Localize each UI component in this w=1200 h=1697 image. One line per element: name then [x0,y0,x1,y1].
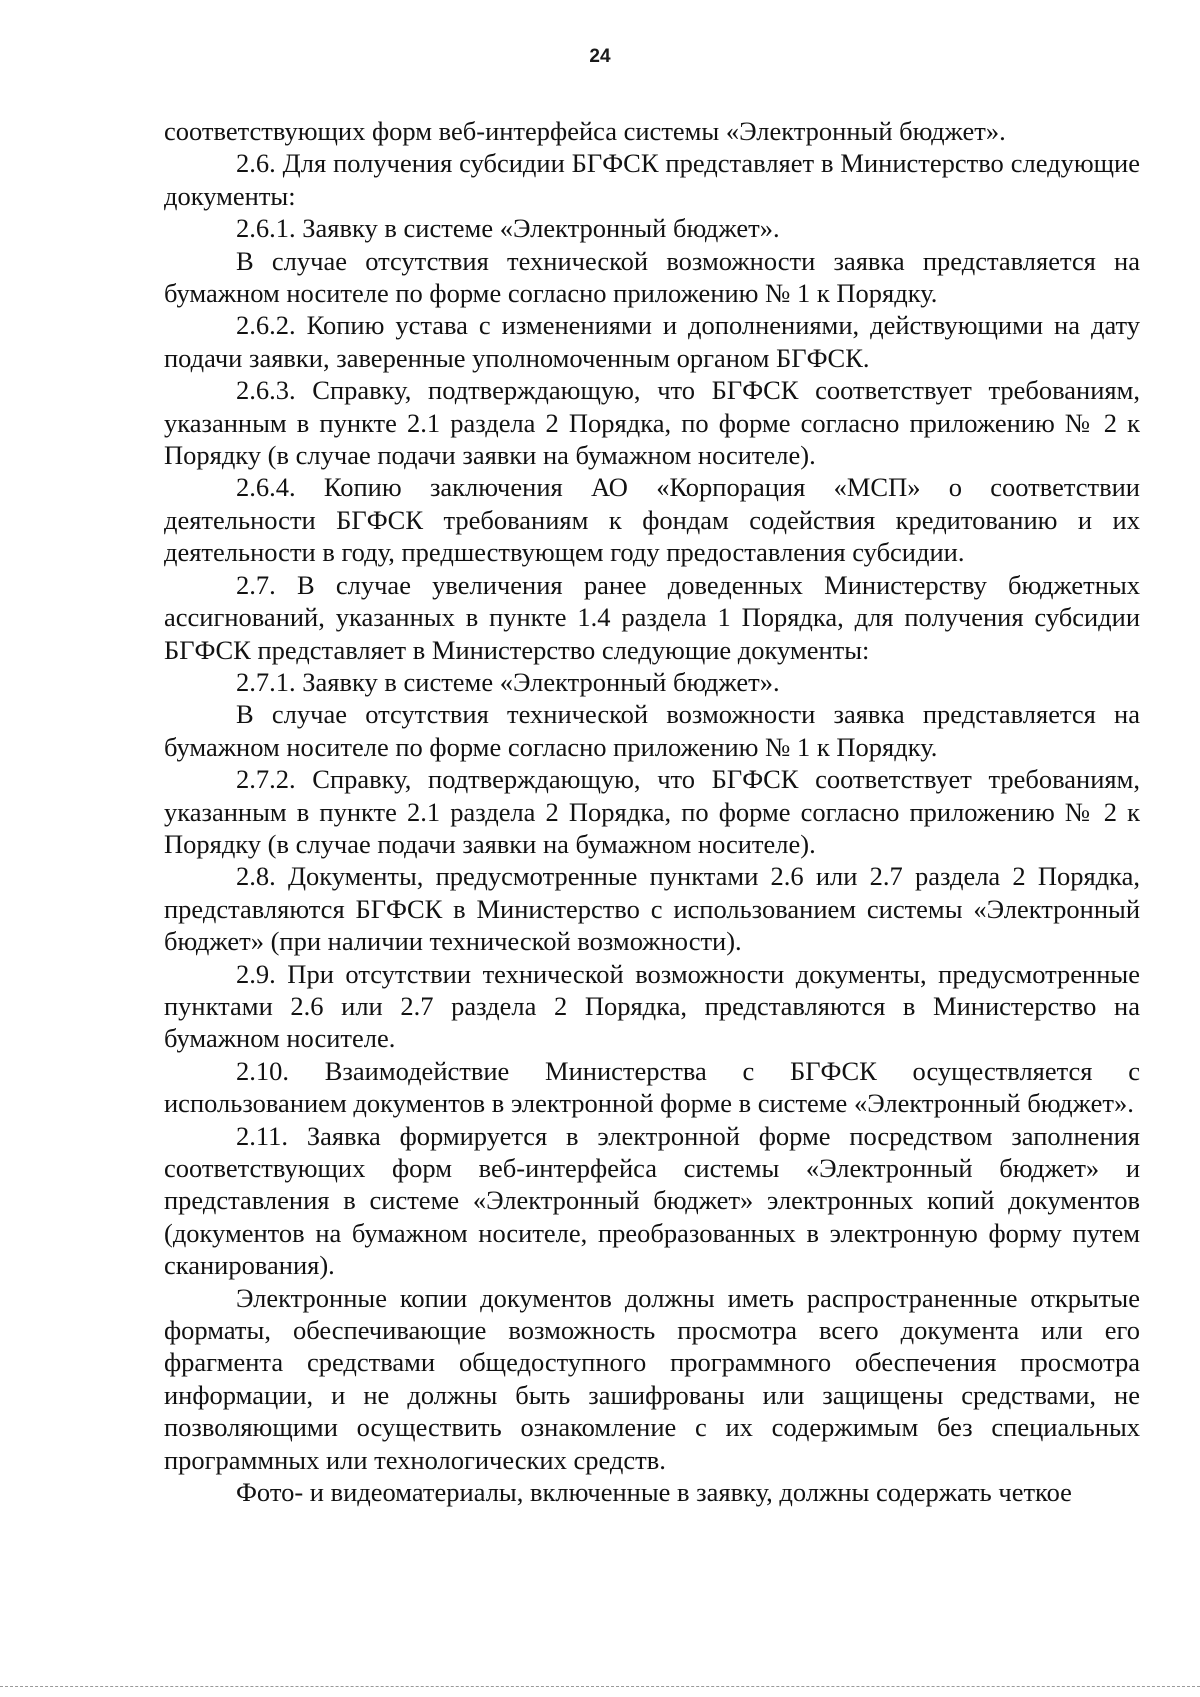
paragraph: 2.6. Для получения субсидии БГФСК представляет в Министерство следующие документы: [164,148,1140,211]
paragraph: 2.7. В случае увеличения ранее доведенных Министерству бюджетных ассигнований, указанных в пункте 1.4 раздела 1 Порядка, для получения субсидии БГФСК представляет в Министерство следующие документы: [164,569,1140,665]
paragraph: В случае отсутствия технической возможности заявка представляется на бумажном носителе по форме согласно приложению № 1 к Порядку. [164,699,1140,762]
page-bottom-edge [0,1686,1200,1687]
paragraph: 2.8. Документы, предусмотренные пунктами 2.6 или 2.7 раздела 2 Порядка, представляются БГФСК в Министерство с использованием системы «Электронный бюджет» (при наличии технической возможности). [164,861,1140,957]
paragraph: В случае отсутствия технической возможности заявка представляется на бумажном носителе по форме согласно приложению № 1 к Порядку. [164,245,1140,309]
paragraph: 2.6.2. Копию устава с изменениями и дополнениями, действующими на дату подачи заявки, заверенные уполномоченным органом БГФСК. [164,310,1140,373]
paragraph: 2.7.2. Справку, подтверждающую, что БГФСК соответствует требованиям, указанным в пункте 2.1 раздела 2 Порядка, по форме согласно приложению № 2 к Порядку (в случае подачи заявки на бумажном носителе). [164,764,1140,859]
paragraph: 2.11. Заявка формируется в электронной форме посредством заполнения соответствующих форм веб-интерфейса системы «Электронный бюджет» и представления в системе «Электронный бюджет» электронных копий документов (документов на бумажном носителе, преобразованных в электронную форму путем сканирования). [164,1120,1140,1281]
paragraph: 2.10. Взаимодействие Министерства с БГФСК осуществляется с использованием документов в электронной форме в системе «Электронный бюджет». [164,1055,1140,1119]
paragraph: 2.6.1. Заявку в системе «Электронный бюджет». [236,213,780,244]
page-number: 24 [589,46,611,67]
paragraph: соответствующих форм веб-интерфейса системы «Электронный бюджет». [164,116,1006,146]
paragraph: 2.6.4. Копию заключения АО «Корпорация «МСП» о соответствии деятельности БГФСК требованиям к фондам содействия кредитованию и их деятельности в году, предшествующем году предоставления субсидии. [164,472,1140,568]
paragraph: 2.6.3. Справку, подтверждающую, что БГФСК соответствует требованиям, указанным в пункте 2.1 раздела 2 Порядка, по форме согласно приложению № 2 к Порядку (в случае подачи заявки на бумажном носителе). [164,375,1140,471]
document-body [164,115,1140,1508]
paragraph: 2.9. При отсутствии технической возможности документы, предусмотренные пунктами 2.6 или 2.7 раздела 2 Порядка, представляются в Министерство на бумажном носителе. [164,958,1140,1054]
paragraph: 2.7.1. Заявку в системе «Электронный бюджет». [236,666,780,697]
paragraph: Электронные копии документов должны иметь распространенные открытые форматы, обеспечивающие возможность просмотра всего документа или его фрагмента средствами общедоступного программного обеспечения просмотра информации, и не должны быть зашифрованы или защищены средствами, не позволяющими осуществить ознакомление с их содержимым без специальных программных или технологических средств. [164,1282,1140,1475]
paragraph: Фото- и видеоматериалы, включенные в заявку, должны содержать четкое [236,1477,1072,1508]
